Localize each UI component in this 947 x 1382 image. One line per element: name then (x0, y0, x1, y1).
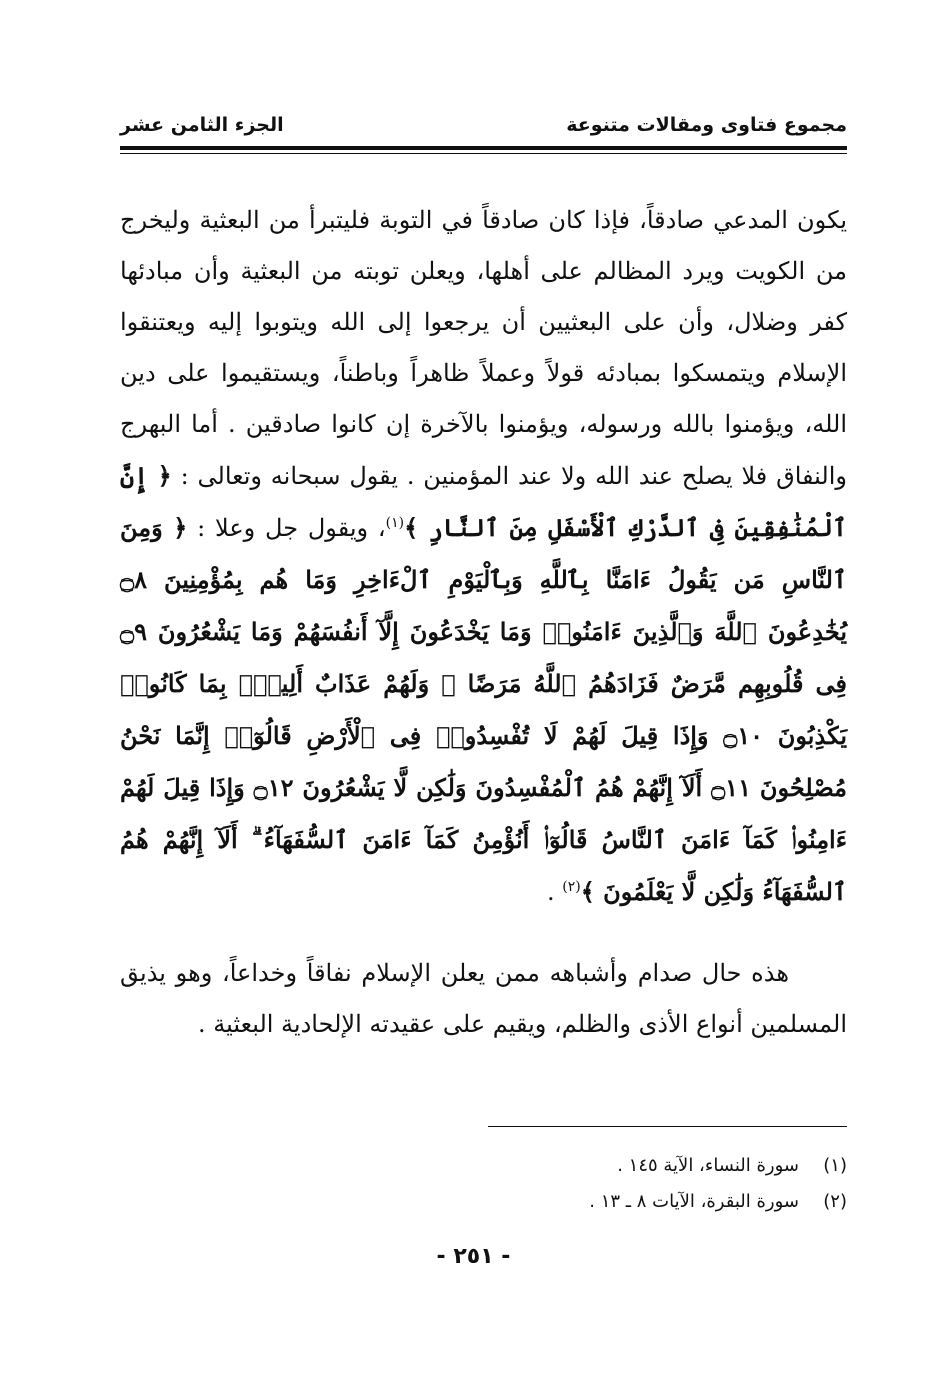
footnote-ref-1: (١) (385, 515, 405, 531)
quran-verse-baqara: ﴿ وَمِنَ ٱلنَّاسِ مَن يَقُولُ ءَامَنَّا بِٱللَّهِ وَبِٱلْيَوْمِ ٱلْءَاخِرِ وَمَا هُم بِمُؤْمِنِينَ ۝٨ يُخَٰدِعُونَ ٱللَّهَ وَٱلَّذِينَ ءَامَنُوا۟ وَمَا يَخْدَعُونَ إِلَّآ أَنفُسَهُمْ وَمَا يَشْعُرُونَ ۝٩ فِى قُلُوبِهِم مَّرَضٌ فَزَادَهُمُ ٱللَّهُ مَرَضًا ۖ وَلَهُمْ عَذَابٌ أَلِيمٌۢ بِمَا كَانُوا۟ يَكْذِبُونَ ۝١٠ وَإِذَا قِيلَ لَهُمْ لَا تُفْسِدُوا۟ فِى ٱلْأَرْضِ قَالُوٓا۟ إِنَّمَا نَحْنُ مُصْلِحُونَ ۝١١ أَلَآ إِنَّهُمْ هُمُ ٱلْمُفْسِدُونَ وَلَٰكِن لَّا يَشْعُرُونَ ۝١٢ وَإِذَا قِيلَ لَهُمْ ءَامِنُوا۟ كَمَآ ءَامَنَ ٱلنَّاسُ قَالُوٓا۟ أَنُؤْمِنُ كَمَآ ءَامَنَ ٱلسُّفَهَآءُ ۗ أَلَآ إِنَّهُمْ هُمُ ٱلسُّفَهَآءُ وَلَٰكِن لَّا يَعْلَمُونَ ﴾ (120, 513, 848, 906)
header-rule-thin (120, 153, 847, 154)
footnote-number: (٢) (823, 1191, 847, 1212)
footnote-text: سورة البقرة، الآيات ٨ ـ ١٣ . (589, 1191, 799, 1212)
footnote-separator (488, 1126, 847, 1127)
footnotes-list (120, 1148, 847, 1220)
footnote-item (120, 1184, 847, 1220)
running-header (120, 108, 847, 142)
footnote-ref-2: (٢) (562, 879, 581, 895)
paragraph-end: . (546, 878, 563, 906)
second-paragraph (120, 948, 847, 1050)
book-title: مجموع فتاوى ومقالات متنوعة (566, 114, 847, 136)
paragraph-intro: يكون المدعي صادقاً، فإذا كان صادقاً في التوبة فليتبرأ من البعثية وليخرج من الكويت ويرد المظالم على أهلها، ويعلن توبته من البعثية وأن مبادئها كفر وضلال، وأن على البعثيين أن يرجعوا إلى الله ويتوبوا إليه ويعتنقوا الإسلام ويتمسكوا بمبادئه قولاً وعملاً ظاهراً وباطناً، ويستقيموا على دين الله، ويؤمنوا بالله ورسوله، ويؤمنوا بالآخرة إن كانوا صادقين . أما البهرج والنفاق فلا يصلح عند الله ولا عند المؤمنين . يقول سبحانه وتعالى : (120, 206, 848, 490)
quran-verse-nisa: ﴿ إِنَّ ٱلْمُنَٰفِقِينَ فِى ٱلدَّرْكِ ٱلْأَسْفَلِ مِنَ ٱلنَّارِ ﴾ (120, 461, 847, 542)
second-paragraph-text: هذه حال صدام وأشباهه ممن يعلن الإسلام نفاقاً وخداعاً، وهو يذيق المسلمين أنواع الأذى والظلم، ويقيم على عقيدته الإلحادية البعثية . (120, 959, 847, 1038)
page-number: - ٢٥١ - (436, 1244, 511, 1269)
volume-label: الجزء الثامن عشر (120, 114, 284, 136)
main-paragraph (120, 195, 847, 918)
paragraph-connector: ، ويقول جل وعلا : (187, 514, 386, 542)
header-rule (120, 146, 847, 150)
footnote-item (120, 1148, 847, 1184)
footnote-text: سورة النساء، الآية ١٤٥ . (617, 1155, 799, 1176)
footnote-number: (١) (823, 1155, 847, 1176)
